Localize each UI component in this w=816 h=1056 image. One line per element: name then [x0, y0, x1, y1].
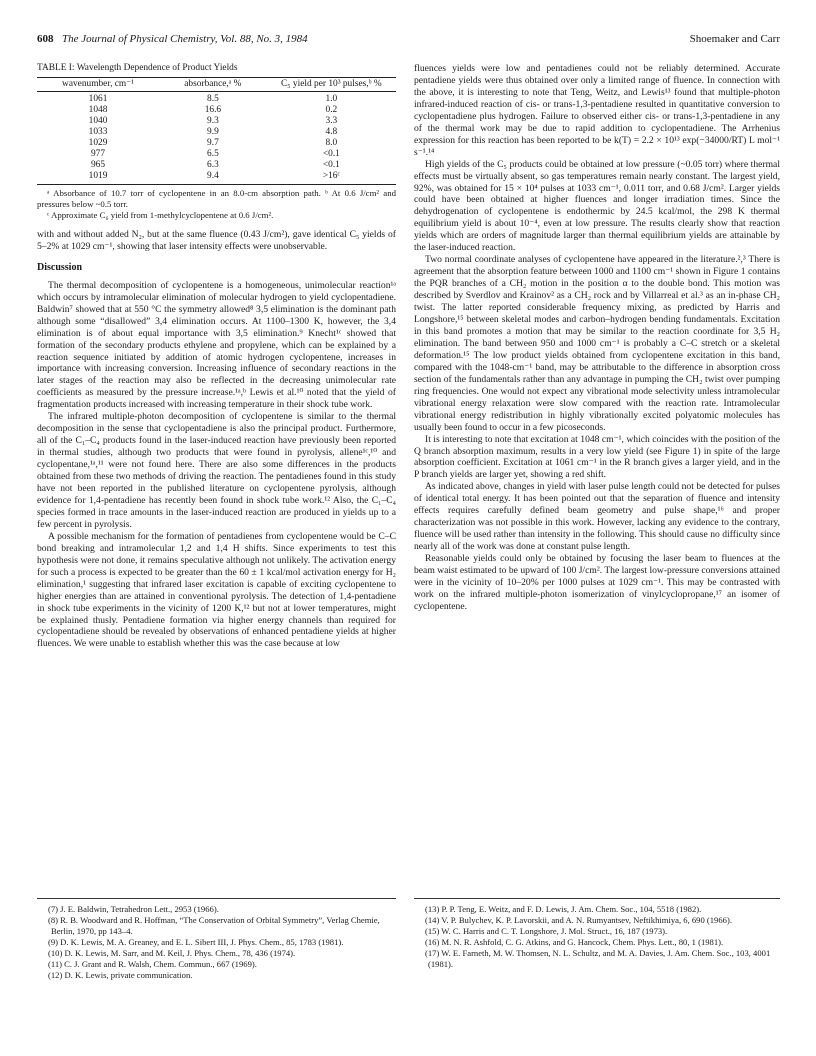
table-cell-yield: <0.1 [322, 159, 340, 170]
reference-item: (13) P. P. Teng, E. Weitz, and F. D. Lewis, J. Am. Chem. Soc., 104, 5518 (1982). [425, 904, 702, 914]
table-cell-wavenumber: 1033 [88, 126, 108, 137]
table-cell-yield: 3.3 [325, 115, 338, 126]
table-row [37, 127, 396, 138]
table-cell-absorbance: 9.7 [207, 137, 219, 148]
table-cell-wavenumber: 977 [90, 148, 106, 159]
body-paragraph: Two normal coordinate analyses of cyclopentene have appeared in the literature.²,³ There is agreement that the absorption feature between 1000 and 1100 cm⁻¹ shown in Figure 1 contains the PQR branches of a CH₂ motion in the position α to the double bond. This motion was described by Sverdlov and Krainov² as a CH₂ rock and by Villarreal et al.³ as an in-phase CH₂ twist. The latter reported considerable frequency mixing, as predicted by Harris and Longshore,¹⁵ between skeletal modes and carbon–hydrogen bending fundamentals. Excitation in this band promotes a motion that may be similar to the reaction coordinate for 3,5 H₂ elimination. The band between 950 and 1000 cm⁻¹ is probably a C–C stretch or a skeletal deformation.¹⁵ The low product yields obtained from cyclopentene excitation in this band, compared with the 1048-cm⁻¹ band, may be attributable to the difference in absorption cross section of the fundamentals rather than any advantage in pumping the CH₂ twist over pumping ring frequencies. One would not expect any vibrational mode selectivity unless intramolecular vibrational energy relaxation were slow compared with the reaction rate. Intramolecular vibrational energy redistribution in highly vibrationally excited polyatomic molecules has usually been found to occur in a few picoseconds. [414, 254, 780, 433]
table-cell-wavenumber: 1029 [88, 137, 108, 148]
table-row [37, 160, 396, 171]
table-cell-absorbance: 8.5 [159, 91, 267, 105]
table-footnotes [37, 188, 396, 221]
body-paragraph: It is interesting to note that excitation at 1048 cm⁻¹, which coincides with the position of the Q branch absorption maximum, results in a very low yield (see Figure 1) in spite of the large absorption coefficient. Excitation at 1061 cm⁻¹ in the R branch gives a larger yield, and in the P branch yields are larger yet, showing a red shift. [414, 433, 780, 481]
table-cell-absorbance: 9.4 [159, 171, 267, 185]
table-row [37, 105, 396, 116]
table-cell-absorbance: 16.6 [204, 104, 222, 115]
table-header-wavenumber: wavenumber, cm⁻¹ [37, 77, 159, 91]
table-cell-yield: 4.8 [325, 126, 338, 137]
table-cell-absorbance: 9.3 [207, 115, 219, 126]
reference-item: (15) W. C. Harris and C. T. Longshore, J. Mol. Struct., 16, 187 (1973). [425, 926, 668, 937]
table-cell-yield: 1.0 [267, 91, 396, 105]
table-row [37, 116, 396, 127]
table-row [37, 138, 396, 149]
table-cell-yield: >16ᶜ [267, 171, 396, 185]
reference-item: (8) R. B. Woodward and R. Hoffman, “The Conservation of Orbital Symmetry”, Verlag Chemie, Berlin, 1970, pp 143–4. [48, 915, 380, 937]
table-footnote: ᵃ Absorbance of 10.7 torr of cyclopentene in an 8.0-cm absorption path. ᵇ At 0.6 J/cm² and pressures below ~0.5 torr. [37, 187, 396, 209]
section-heading-discussion: Discussion [37, 261, 83, 273]
reference-item: (9) D. K. Lewis, M. A. Greaney, and E. L. Sibert III, J. Phys. Chem., 85, 1783 (1981). [48, 937, 344, 948]
table-header-absorbance: absorbance,ᵃ % [159, 77, 267, 91]
table-footnote: ᶜ Approximate C₆ yield from 1-methylcyclopentene at 0.6 J/cm². [47, 209, 274, 220]
reference-divider [37, 898, 396, 899]
journal-citation: The Journal of Physical Chemistry, Vol. 88, No. 3, 1984 [62, 33, 308, 45]
reference-item: (14) V. P. Bulychev, K. P. Lavorskii, and A. N. Rumyantsev, Neftikhimiya, 6, 690 (1966). [425, 915, 732, 926]
table-cell-yield: 8.0 [325, 137, 338, 148]
body-paragraph: Reasonable yields could only be obtained by focusing the laser beam to fluences at the beam waist estimated to be upward of 100 J/cm². The largest low-pressure conversions attained were in the vicinity of 10–20% per 1000 pulses at 1029 cm⁻¹. This may be contrasted with work on the infrared multiple-photon isomerization of vinylcyclopropane,¹⁷ an isomer of cyclopentene. [414, 553, 780, 612]
table-cell-absorbance: 6.5 [207, 148, 219, 159]
references-left [37, 898, 396, 981]
reference-item: (11) C. J. Grant and R. Walsh, Chem. Commun., 667 (1969). [48, 959, 257, 970]
body-paragraph: The infrared multiple-photon decomposition of cyclopentene is similar to the thermal decomposition in the sense that cyclopentadiene is also the principal product. Furthermore, all of the C₁–C₄ products found in the laser-induced reaction have previously been reported in thermal studies, although two products that were found in pyrolysis, allene¹ᶜ,¹⁰ and cyclopentane,¹ᵃ,¹¹ were not found here. There are also some differences in the products obtained from these two methods of driving the reaction. The pentadienes found in this study have not been reported in the published literature on cyclopentene pyrolysis, although evidence for 1,4-pentadiene has recently been found in shock tube work.¹² Also, the C₁–C₄ species formed in trace amounts in the laser-induced reaction are produced in yields up to a few percent in pyrolysis. [37, 411, 396, 530]
page-number: 608 [37, 33, 54, 45]
body-paragraph: with and without added N₂, but at the same fluence (0.43 J/cm²), gave identical C₅ yields of 5–2% at 1029 cm⁻¹, showing that laser intensity effects were unobservable. [37, 228, 396, 252]
reference-item: (16) M. N. R. Ashfold, C. G. Atkins, and G. Hancock, Chem. Phys. Lett., 80, 1 (1981). [425, 937, 724, 948]
table-cell-wavenumber: 1048 [88, 104, 108, 115]
body-paragraph: The thermal decomposition of cyclopentene is a homogeneous, unimolecular reaction¹ᵃ which occurs by intramolecular elimination of molecular hydrogen to yield cyclopentadiene. Baldwin⁷ showed that at 550 °C the symmetry allowed⁸ 3,5 elimination is the dominant path although some “disallowed” 3,4 elimination occurs. At 1100–1300 K, however, the 3,4 elimination is of about equal importance with 3,5 elimination.⁹ Knecht¹ᶜ showed that formation of the secondary products ethylene and propylene, which can be explained by a reaction sequence initiated by addition of atomic hydrogen cyclopentene, increases in importance with increasing conversion. Increasing influence of secondary reactions in the later stages of the reaction may also be reflected in the decreasing unimolecular rate coefficients as measured by the pressure increase.¹ᵃ,ᵇ Lewis et al.¹⁰ noted that the yield of fragmentation products increased with increasing temperature in their shock tube work. [37, 279, 396, 411]
table-title: TABLE I: Wavelength Dependence of Product Yields [37, 63, 238, 73]
table-cell-yield: 0.2 [325, 104, 338, 115]
references-right [414, 898, 780, 970]
product-yields-table [37, 77, 396, 185]
table-row [37, 149, 396, 160]
table-body [37, 91, 396, 184]
body-paragraph: High yields of the C₅ products could be obtained at low pressure (~0.05 torr) where thermal effects must be virtually absent, so gas temperatures remain nearly constant. The largest yield, 92%, was obtained for 15 × 10⁴ pulses at 1033 cm⁻¹, 0.011 torr, and 0.68 J/cm². Larger yields could have been obtained at higher fluences and longer irradiation times. Since the dehydrogenation of cyclopentene is endothermic by 24.5 kcal/mol, the 298 K thermal equilibrium yield is about 10⁻⁴, even at low pressure. The results clearly show that reaction yields which are orders of magnitude larger than thermal equilibrium yields are attainable by the laser-induced reaction. [414, 158, 780, 254]
table-header-yield: C₅ yield per 10³ pulses,ᵇ % [267, 77, 396, 91]
table-cell-wavenumber: 1040 [88, 115, 108, 126]
left-column [37, 63, 396, 650]
reference-divider [414, 898, 780, 899]
reference-item: (7) J. E. Baldwin, Tetrahedron Lett., 2953 (1966). [48, 904, 219, 914]
table-cell-wavenumber: 1019 [37, 171, 159, 185]
table-cell-wavenumber: 1061 [37, 91, 159, 105]
reference-item: (12) D. K. Lewis, private communication. [48, 970, 193, 981]
table-row [37, 171, 396, 185]
body-paragraph: As indicated above, changes in yield with laser pulse length could not be detected for pulses of identical total energy. It has been pointed out that the separation of fluence and intensity effects requires carefully defined beam geometry and pulse shape,¹⁶ and proper characterization was not possible in this work. However, lacking any evidence to the contrary, fluence will be used rather than intensity in the following. This should cause no difficulty since nearly all of the work was done at constant pulse length. [414, 481, 780, 553]
table-row [37, 91, 396, 105]
table-cell-absorbance: 6.3 [207, 159, 219, 170]
body-paragraph: fluences yields were low and pentadienes could not be reliably determined. Accurate pentadiene yields were thus obtained over only a limited range of fluence. In connection with the above, it is interesting to note that Teng, Weitz, and Lewis¹³ found that multiple-photon infrared-induced reaction of cis- or trans-1,3-pentadiene resulted in quantitative conversion to cyclopentadiene plus hydrogen. Failure to observed either cis- or trans-1,3-pentadiene in any of the thermal work may be due to rapid addition to cyclopentadiene. The Arrhenius expression for this reaction has been reported to be k(T) = 2.2 × 10¹³ exp(−34000/RT) L mol⁻¹ s⁻¹.¹⁴ [414, 63, 780, 158]
table-cell-wavenumber: 965 [90, 159, 106, 170]
table-cell-yield: <0.1 [322, 148, 340, 159]
table-cell-absorbance: 9.9 [207, 126, 219, 137]
reference-item: (10) D. K. Lewis, M. Sarr, and M. Keil, J. Phys. Chem., 78, 436 (1974). [48, 948, 296, 959]
body-paragraph: A possible mechanism for the formation of pentadienes from cyclopentene would be C–C bond breaking and intramolecular 1,2 and 1,4 H shifts. Since experiments to test this hypothesis were not done, it remains speculative although not unlikely. The activation energy for such a process is expected to be greater than the 60 ± 1 kcal/mol activation energy for H₂ elimination,¹ suggesting that infrared laser excitation is capable of exciting cyclopentene to higher energies than are attained in conventional pyrolysis. The detection of 1,4-pentadiene in shock tube experiments in the vicinity of 1200 K,¹² but not at lower temperatures, might be explained thusly. Pentadiene formation via higher energy channels than required for cyclopentadiene should be revealed by observations of enhanced pentadiene yields at higher fluences. We were unable to establish whether this was the case because at low [37, 530, 396, 650]
right-column [414, 63, 780, 613]
page-header [37, 33, 780, 49]
running-authors: Shoemaker and Carr [689, 33, 780, 45]
reference-item: (17) W. E. Farneth, M. W. Thomsen, N. L. Schultz, and M. A. Davies, J. Am. Chem. Soc., 103, 4001 (1981). [425, 948, 771, 970]
